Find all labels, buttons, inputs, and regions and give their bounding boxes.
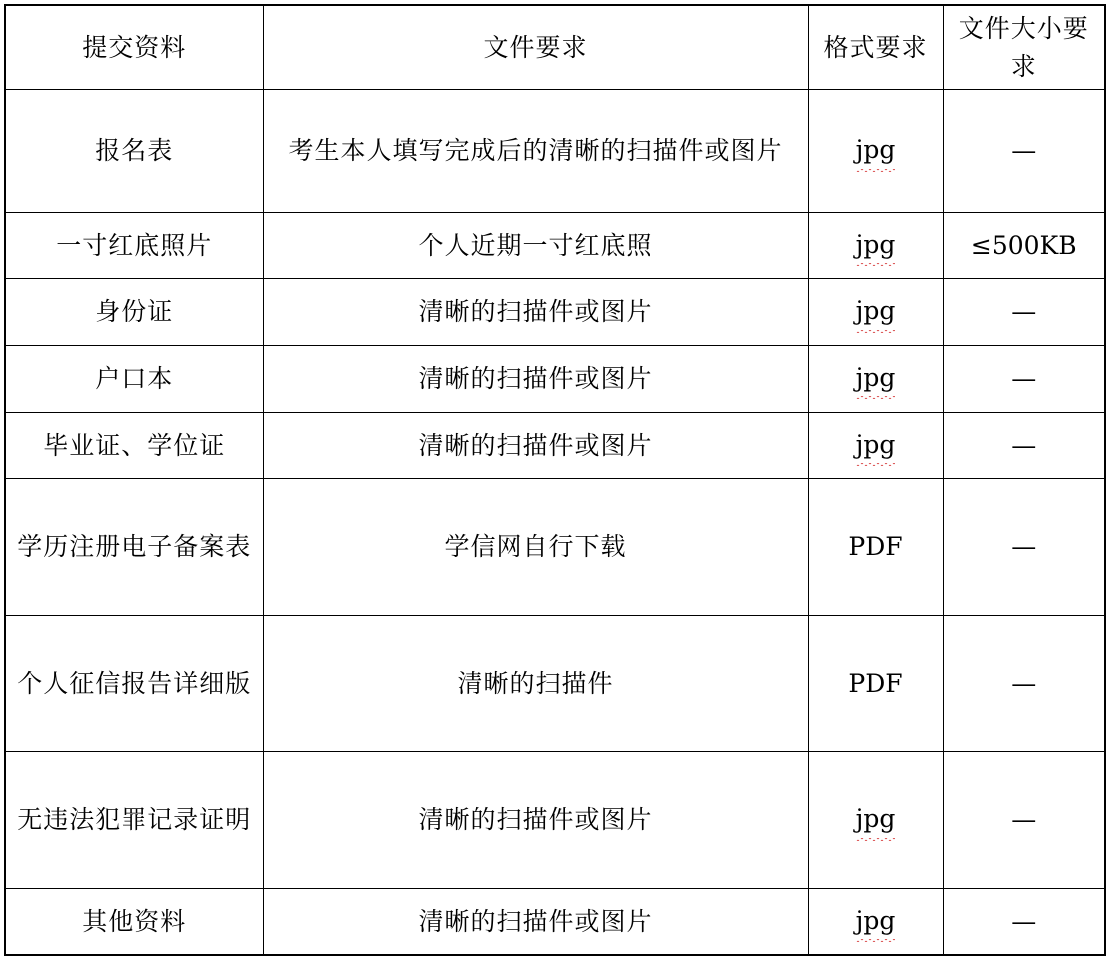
- cell-submit-material: 其他资料: [5, 888, 263, 955]
- format-text: jpg: [856, 226, 896, 266]
- cell-format: [808, 345, 943, 412]
- cell-format: PDF: [808, 479, 943, 616]
- table-row: [5, 615, 1105, 752]
- cell-format: [808, 90, 943, 213]
- header-size-requirement: 文件大小要求: [943, 5, 1105, 90]
- format-text: jpg: [856, 292, 896, 332]
- table-row: [5, 212, 1105, 279]
- cell-format: [808, 212, 943, 279]
- table-header-row: [5, 5, 1105, 90]
- cell-file-requirement: 清晰的扫描件或图片: [263, 279, 808, 346]
- cell-submit-material: 报名表: [5, 90, 263, 213]
- cell-format: [808, 279, 943, 346]
- cell-size: —: [943, 412, 1105, 479]
- header-file-requirement: 文件要求: [263, 5, 808, 90]
- cell-size: —: [943, 752, 1105, 889]
- cell-size: —: [943, 90, 1105, 213]
- cell-size: —: [943, 888, 1105, 955]
- table-row: [5, 279, 1105, 346]
- cell-submit-material: 身份证: [5, 279, 263, 346]
- table-row: [5, 479, 1105, 616]
- cell-file-requirement: 个人近期一寸红底照: [263, 212, 808, 279]
- cell-submit-material: 户口本: [5, 345, 263, 412]
- cell-file-requirement: 清晰的扫描件或图片: [263, 888, 808, 955]
- cell-file-requirement: 清晰的扫描件或图片: [263, 412, 808, 479]
- format-text: jpg: [856, 800, 896, 840]
- cell-format: PDF: [808, 615, 943, 752]
- format-text: jpg: [856, 131, 896, 171]
- table-row: [5, 412, 1105, 479]
- cell-size: —: [943, 479, 1105, 616]
- cell-size: —: [943, 345, 1105, 412]
- table-row: [5, 888, 1105, 955]
- cell-format: [808, 888, 943, 955]
- cell-submit-material: 学历注册电子备案表: [5, 479, 263, 616]
- cell-format: [808, 412, 943, 479]
- header-format-requirement: 格式要求: [808, 5, 943, 90]
- cell-format: [808, 752, 943, 889]
- header-submit-materials: 提交资料: [5, 5, 263, 90]
- cell-file-requirement: 学信网自行下载: [263, 479, 808, 616]
- format-text: jpg: [856, 902, 896, 942]
- cell-submit-material: 个人征信报告详细版: [5, 615, 263, 752]
- cell-file-requirement: 清晰的扫描件或图片: [263, 345, 808, 412]
- cell-file-requirement: 考生本人填写完成后的清晰的扫描件或图片: [263, 90, 808, 213]
- table-body: [5, 90, 1105, 956]
- table-row: [5, 752, 1105, 889]
- format-text: jpg: [856, 426, 896, 466]
- cell-file-requirement: 清晰的扫描件或图片: [263, 752, 808, 889]
- materials-table: [4, 4, 1106, 956]
- cell-size: —: [943, 279, 1105, 346]
- cell-submit-material: 一寸红底照片: [5, 212, 263, 279]
- cell-submit-material: 毕业证、学位证: [5, 412, 263, 479]
- cell-file-requirement: 清晰的扫描件: [263, 615, 808, 752]
- cell-size: —: [943, 615, 1105, 752]
- table-header: [5, 5, 1105, 90]
- table-row: [5, 90, 1105, 213]
- cell-size: ≤500KB: [943, 212, 1105, 279]
- cell-submit-material: 无违法犯罪记录证明: [5, 752, 263, 889]
- table-row: [5, 345, 1105, 412]
- format-text: jpg: [856, 359, 896, 399]
